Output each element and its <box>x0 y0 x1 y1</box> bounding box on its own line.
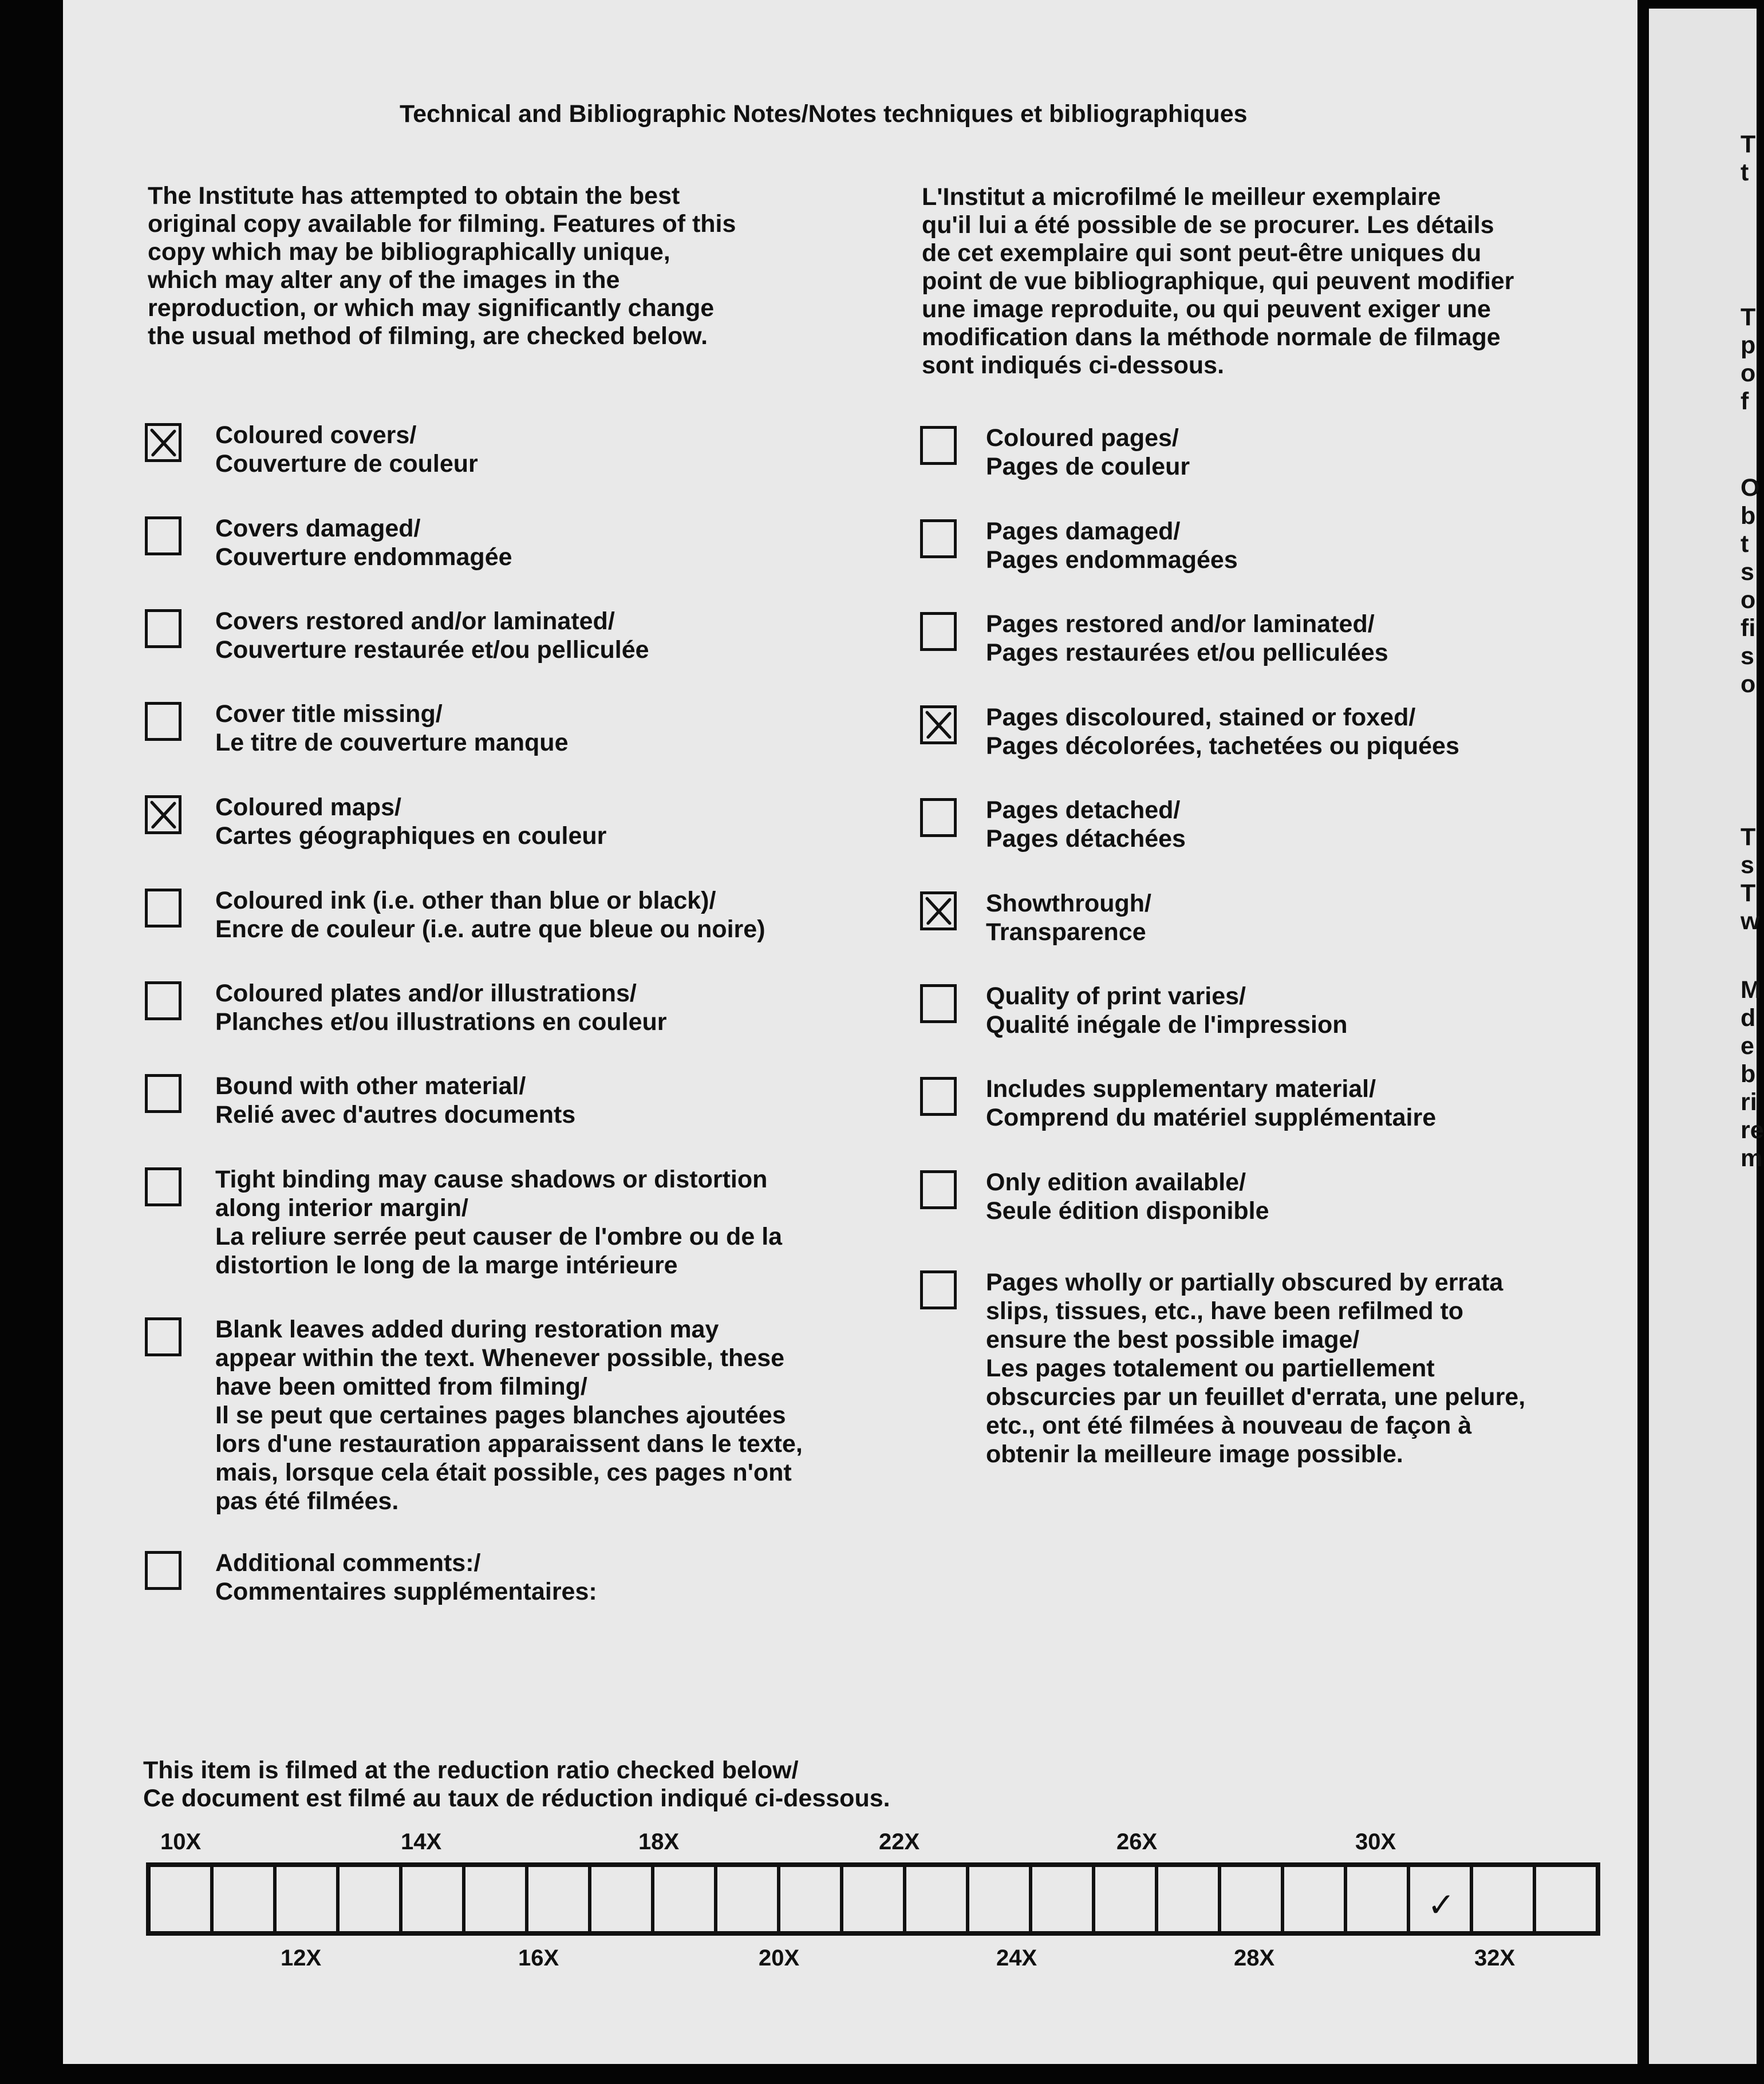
cropped-letter: o <box>1741 360 1756 387</box>
reduction-statement <box>143 1757 890 1813</box>
intro-line: L'Institut a microfilmé le meilleur exemplaire <box>922 183 1441 211</box>
left-checkbox-9[interactable] <box>145 1167 181 1206</box>
x-check-icon <box>923 894 954 927</box>
left-item-label-5 <box>215 793 606 850</box>
label-line: Showthrough/ <box>986 890 1151 917</box>
label-line: Pages restored and/or laminated/ <box>986 610 1375 638</box>
ratio-cell[interactable] <box>1284 1867 1347 1931</box>
cropped-letter: o <box>1741 670 1756 698</box>
cropped-letter: t <box>1741 159 1749 186</box>
ratio-cell[interactable] <box>340 1867 402 1931</box>
intro-line: the usual method of filming, are checked below. <box>148 322 708 350</box>
label-line: Pages restaurées et/ou pelliculées <box>986 639 1388 666</box>
label-line: Covers damaged/ <box>215 515 421 542</box>
ratio-cell[interactable] <box>465 1867 528 1931</box>
ratio-tick-label: 24X <box>996 1945 1037 1971</box>
intro-line: une image reproduite, ou qui peuvent exiger une <box>922 295 1491 323</box>
left-item-label-10 <box>215 1315 803 1515</box>
label-line: Transparence <box>986 918 1146 946</box>
cropped-letter: f <box>1741 388 1749 415</box>
label-line: pas été filmées. <box>215 1487 399 1515</box>
label-line: obtenir la meilleure image possible. <box>986 1440 1403 1468</box>
intro-line: reproduction, or which may significantly change <box>148 294 715 322</box>
intro-line: modification dans la méthode normale de filmage <box>922 323 1501 351</box>
cropped-letter: t <box>1741 530 1749 558</box>
label-line: Pages damaged/ <box>986 518 1181 545</box>
right-item-label-3 <box>986 610 1388 667</box>
right-checkbox-4[interactable] <box>920 705 957 744</box>
label-line: Pages détachées <box>986 825 1186 852</box>
left-item-label-8 <box>215 1072 575 1129</box>
intro-line: point de vue bibliographique, qui peuvent modifier <box>922 267 1514 295</box>
label-line: Couverture de couleur <box>215 450 478 477</box>
ratio-cell[interactable] <box>654 1867 717 1931</box>
label-line: Planches et/ou illustrations en couleur <box>215 1008 667 1036</box>
ratio-cell[interactable] <box>906 1867 969 1931</box>
label-line: Coloured plates and/or illustrations/ <box>215 980 637 1007</box>
left-checkbox-1[interactable] <box>145 423 181 462</box>
label-line: Bound with other material/ <box>215 1072 526 1100</box>
left-checkbox-5[interactable] <box>145 795 181 834</box>
left-item-label-9 <box>215 1165 782 1280</box>
label-line: Pages décolorées, tachetées ou piquées <box>986 732 1459 760</box>
right-item-label-2 <box>986 517 1238 574</box>
right-item-label-7 <box>986 982 1348 1039</box>
intro-line: original copy available for filming. Features of this <box>148 210 736 238</box>
cropped-letter: b <box>1741 502 1756 530</box>
right-checkbox-2[interactable] <box>920 519 957 558</box>
intro-line: de cet exemplaire qui sont peut-être uniques du <box>922 239 1482 267</box>
cropped-letter: fi <box>1741 614 1756 642</box>
form-page <box>63 0 1637 2064</box>
left-checkbox-8[interactable] <box>145 1074 181 1113</box>
cropped-text-group <box>1741 131 1755 187</box>
cropped-letter: T <box>1741 303 1756 331</box>
ratio-cell[interactable] <box>843 1867 906 1931</box>
ratio-cell[interactable] <box>402 1867 465 1931</box>
label-line: Commentaires supplémentaires: <box>215 1578 597 1605</box>
ratio-cell[interactable] <box>717 1867 780 1931</box>
left-checkbox-4[interactable] <box>145 702 181 741</box>
right-item-label-10 <box>986 1268 1525 1469</box>
label-line: Pages endommagées <box>986 546 1238 574</box>
label-line: mais, lorsque cela était possible, ces pages n'ont <box>215 1459 792 1486</box>
ratio-tick-label: 10X <box>160 1829 202 1854</box>
right-item-label-8 <box>986 1075 1436 1132</box>
label-line: Cover title missing/ <box>215 700 443 728</box>
label-line: Pages discoloured, stained or foxed/ <box>986 704 1416 731</box>
right-checkbox-3[interactable] <box>920 612 957 651</box>
cropped-letter: e <box>1741 1032 1754 1060</box>
label-line: Cartes géographiques en couleur <box>215 822 607 850</box>
right-item-label-9 <box>986 1168 1269 1225</box>
left-item-label-6 <box>215 886 765 944</box>
intro-french <box>922 183 1514 380</box>
label-line: La reliure serrée peut causer de l'ombre ou de la <box>215 1223 783 1250</box>
label-line: lors d'une restauration apparaissent dans le texte, <box>215 1430 803 1458</box>
label-line: along interior margin/ <box>215 1194 468 1222</box>
label-line: Coloured pages/ <box>986 424 1179 452</box>
ratio-cell[interactable] <box>1473 1867 1536 1931</box>
intro-line: copy which may be bibliographically unique, <box>148 238 670 266</box>
page-title: Technical and Bibliographic Notes/Notes techniques et bibliographiques <box>400 100 1248 128</box>
ratio-tick-label: 22X <box>879 1829 920 1854</box>
right-checkbox-10[interactable] <box>920 1270 957 1309</box>
cropped-letter: o <box>1741 586 1756 614</box>
cropped-text-group <box>1741 976 1764 1173</box>
ratio-cell[interactable] <box>591 1867 654 1931</box>
ratio-cell[interactable] <box>780 1867 843 1931</box>
left-item-label-2 <box>215 514 512 571</box>
cropped-letter: w <box>1741 907 1760 935</box>
cropped-letter: d <box>1741 1004 1756 1032</box>
cropped-letter: s <box>1741 642 1754 670</box>
intro-english <box>148 182 736 350</box>
cropped-letter: s <box>1741 851 1754 879</box>
label-line: obscurcies par un feuillet d'errata, une pelure, <box>986 1383 1526 1411</box>
label-line: have been omitted from filming/ <box>215 1373 587 1400</box>
label-line: Pages wholly or partially obscured by errata <box>986 1269 1503 1296</box>
cropped-text-group <box>1741 474 1759 698</box>
ratio-cell[interactable] <box>1347 1867 1410 1931</box>
label-line: Covers restored and/or laminated/ <box>215 607 615 635</box>
left-checkbox-6[interactable] <box>145 889 181 927</box>
label-line: distortion le long de la marge intérieure <box>215 1252 678 1279</box>
ratio-tick-label: 32X <box>1474 1945 1516 1971</box>
label-line: appear within the text. Whenever possible, these <box>215 1344 785 1372</box>
label-line: Le titre de couverture manque <box>215 729 569 756</box>
label-line: Quality of print varies/ <box>986 982 1246 1010</box>
label-line: Additional comments:/ <box>215 1549 481 1577</box>
ratio-tick-label: 20X <box>759 1945 800 1971</box>
ratio-tick-label: 16X <box>518 1945 559 1971</box>
ratio-cell[interactable] <box>1221 1867 1284 1931</box>
label-line: Blank leaves added during restoration may <box>215 1316 719 1343</box>
label-line: Tight binding may cause shadows or distortion <box>215 1166 768 1193</box>
intro-line: which may alter any of the images in the <box>148 266 620 294</box>
ratio-cell[interactable] <box>151 1867 214 1931</box>
left-item-label-1 <box>215 421 478 478</box>
label-line: Coloured covers/ <box>215 421 417 449</box>
ratio-tick-label: 26X <box>1116 1829 1158 1854</box>
ratio-tick-label: 18X <box>638 1829 680 1854</box>
left-item-label-3 <box>215 607 649 664</box>
cropped-letter: b <box>1741 1060 1756 1088</box>
label-line: Pages de couleur <box>986 453 1190 480</box>
left-item-label-7 <box>215 979 667 1036</box>
reduction-line-en: This item is filmed at the reduction ratio checked below/ <box>143 1757 799 1784</box>
right-checkbox-5[interactable] <box>920 798 957 837</box>
right-item-label-5 <box>986 796 1186 853</box>
left-item-label-11 <box>215 1549 597 1606</box>
label-line: Pages detached/ <box>986 796 1181 824</box>
ratio-tick-label: 12X <box>281 1945 322 1971</box>
cropped-letter: m <box>1741 1144 1763 1172</box>
cropped-letter: p <box>1741 331 1756 359</box>
ratio-cell[interactable] <box>214 1867 277 1931</box>
right-checkbox-9[interactable] <box>920 1170 957 1209</box>
label-line: Qualité inégale de l'impression <box>986 1011 1348 1039</box>
ratio-cell[interactable] <box>277 1867 340 1931</box>
cropped-text-group <box>1741 823 1759 936</box>
ratio-cell[interactable] <box>528 1867 591 1931</box>
left-checkbox-3[interactable] <box>145 609 181 648</box>
ratio-tick-label: 14X <box>401 1829 442 1854</box>
reduction-ratio-grid <box>146 1862 1600 1936</box>
left-checkbox-2[interactable] <box>145 516 181 555</box>
x-check-icon <box>148 798 179 831</box>
label-line: Il se peut que certaines pages blanches ajoutées <box>215 1402 786 1429</box>
label-line: Relié avec d'autres documents <box>215 1101 576 1128</box>
label-line: Coloured maps/ <box>215 794 401 821</box>
x-check-icon <box>148 426 179 459</box>
label-line: Includes supplementary material/ <box>986 1075 1376 1103</box>
adjacent-page-fragment <box>1649 9 1764 2064</box>
left-checkbox-7[interactable] <box>145 981 181 1020</box>
ratio-cell[interactable] <box>1032 1867 1095 1931</box>
label-line: Seule édition disponible <box>986 1197 1269 1225</box>
right-checkbox-8[interactable] <box>920 1077 957 1116</box>
intro-line: sont indiqués ci-dessous. <box>922 352 1225 379</box>
left-checkbox-11[interactable] <box>145 1551 181 1590</box>
cropped-letter: T <box>1741 131 1756 158</box>
cropped-letter: T <box>1741 823 1756 851</box>
cropped-letter: s <box>1741 558 1754 586</box>
cropped-letter: T <box>1741 879 1756 907</box>
label-line: slips, tissues, etc., have been refilmed to <box>986 1297 1464 1325</box>
ratio-check-icon: ✓ <box>1427 1886 1455 1924</box>
intro-line: qu'il lui a été possible de se procurer. Les détails <box>922 211 1494 239</box>
cropped-letter: re <box>1741 1116 1764 1144</box>
label-line: Only edition available/ <box>986 1169 1246 1196</box>
label-line: Couverture endommagée <box>215 543 512 571</box>
ratio-cell[interactable] <box>1095 1867 1158 1931</box>
label-line: Couverture restaurée et/ou pelliculée <box>215 636 649 664</box>
cropped-letter: O <box>1741 474 1760 502</box>
right-item-label-6 <box>986 889 1151 946</box>
ratio-cell[interactable] <box>1410 1867 1473 1931</box>
left-item-label-4 <box>215 700 569 757</box>
ratio-tick-label: 28X <box>1234 1945 1275 1971</box>
cropped-text-group <box>1741 303 1755 416</box>
right-checkbox-6[interactable] <box>920 891 957 930</box>
ratio-cell[interactable] <box>1536 1867 1596 1931</box>
label-line: etc., ont été filmées à nouveau de façon à <box>986 1412 1472 1439</box>
label-line: Encre de couleur (i.e. autre que bleue ou noire) <box>215 915 765 943</box>
label-line: Comprend du matériel supplémentaire <box>986 1104 1437 1131</box>
right-checkbox-7[interactable] <box>920 984 957 1023</box>
right-item-label-1 <box>986 424 1190 481</box>
left-checkbox-10[interactable] <box>145 1317 181 1356</box>
label-line: Les pages totalement ou partiellement <box>986 1355 1435 1382</box>
ratio-cell[interactable] <box>1158 1867 1221 1931</box>
ratio-cell[interactable] <box>969 1867 1032 1931</box>
intro-line: The Institute has attempted to obtain the best <box>148 182 680 210</box>
cropped-letter: ri <box>1741 1088 1757 1116</box>
ratio-tick-label: 30X <box>1355 1829 1396 1854</box>
reduction-line-fr: Ce document est filmé au taux de réduction indiqué ci-dessous. <box>143 1785 890 1812</box>
right-item-label-4 <box>986 703 1459 760</box>
label-line: ensure the best possible image/ <box>986 1326 1360 1353</box>
cropped-letter: M <box>1741 976 1761 1004</box>
x-check-icon <box>923 708 954 741</box>
label-line: Coloured ink (i.e. other than blue or black)/ <box>215 887 716 914</box>
right-checkbox-1[interactable] <box>920 426 957 465</box>
